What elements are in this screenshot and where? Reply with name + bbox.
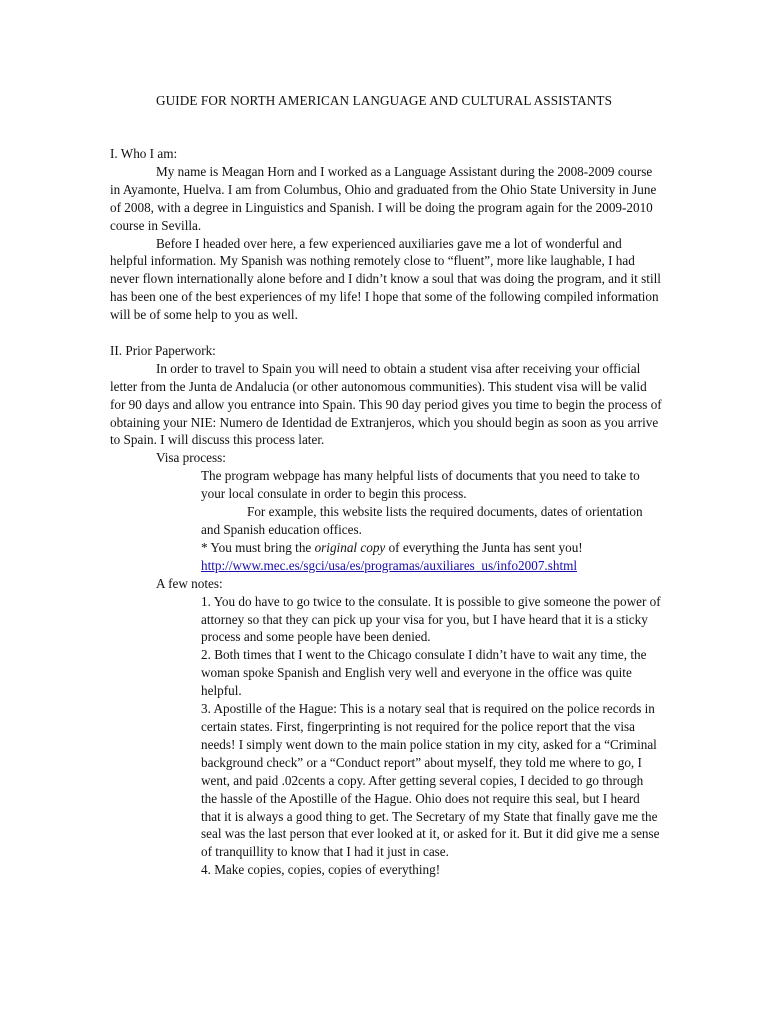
section-heading: II. Prior Paperwork:: [110, 342, 216, 358]
note-item: 2. Both times that I went to the Chicago consulate I didn’t have to wait any time, the woman spoke Spanish and English very well and everyone in the office was quite helpful.: [201, 647, 647, 699]
document-title: GUIDE FOR NORTH AMERICAN LANGUAGE AND CULTURAL ASSISTANTS: [155, 93, 613, 108]
paragraph: In order to travel to Spain you will need to obtain a student visa after receiving your official letter from the Junta de Andalucia (or other autonomous communities). This student visa will be valid for 90 days and allow you entrance into Spain. This 90 day period gives you time to begin the process of obtaining your NIE: Numero de Identidad de Extranjeros, which you should begin as soon as you arrive to Spain. I will discuss this process later.: [110, 360, 662, 448]
note-text: * You must bring the: [201, 539, 315, 555]
note-item: 3. Apostille of the Hague: This is a notary seal that is required on the police records in certain states. First, fingerprinting is not required for the police report that the visa needs! I simply went down to the main police station in my city, asked for a “Criminal background check” or a “Conduct report” about myself, they told me where to go, I went, and paid .02cents a copy. After getting several copies, I decided to go through the hassle of the Apostille of the Hague. Ohio does not require this seal, but I heard that it is always a good thing to get. The Secretary of my State that finally gave me the seal was the last person that ever looked at it, or asked for it. But it did give me a sense of tranquillity to know that I had it just in case.: [201, 701, 660, 860]
paragraph: Before I headed over here, a few experienced auxiliaries gave me a lot of wonderful and helpful information. My Spanish was nothing remotely close to “fluent”, more like laughable, I had never flown internationally alone before and I didn’t know a soul that was doing the program, and it still has been one of the best experiences of my life! I hope that some of the following compiled information will be of some help to you as well.: [110, 235, 661, 323]
document-body: [110, 145, 662, 879]
note-item: 4. Make copies, copies, copies of everything!: [201, 862, 441, 878]
subheading-notes: A few notes:: [156, 575, 223, 591]
section-heading: I. Who I am:: [110, 146, 178, 161]
link-line: [110, 557, 662, 575]
note-item: 1. You do have to go twice to the consulate. It is possible to give someone the power of attorney so that they can pick up your visa for you, but I have heard that it is a sticky process and some people have been denied.: [201, 593, 661, 645]
note-emphasis: original copy: [314, 539, 386, 555]
visa-note: [110, 539, 662, 557]
note-text: of everything the Junta has sent you!: [385, 539, 583, 555]
subheading-visa-process: Visa process:: [156, 450, 226, 466]
section-prior-paperwork: [110, 342, 662, 879]
paragraph: The program webpage has many helpful lists of documents that you need to take to your local consulate in order to begin this process.: [201, 468, 640, 502]
paragraph: For example, this website lists the required documents, dates of orientation and Spanish education offices.: [201, 504, 643, 538]
consulate-info-link[interactable]: http://www.mec.es/sgci/usa/es/programas/auxiliares_us/info2007.shtml: [201, 557, 578, 573]
section-who-i-am: [110, 145, 662, 324]
paragraph: My name is Meagan Horn and I worked as a Language Assistant during the 2008-2009 course in Ayamonte, Huelva. I am from Columbus, Ohio and graduated from the Ohio State University in June of 2008, with a degree in Linguistics and Spanish. I will be doing the program again for the 2009-2010 course in Sevilla.: [110, 163, 657, 233]
